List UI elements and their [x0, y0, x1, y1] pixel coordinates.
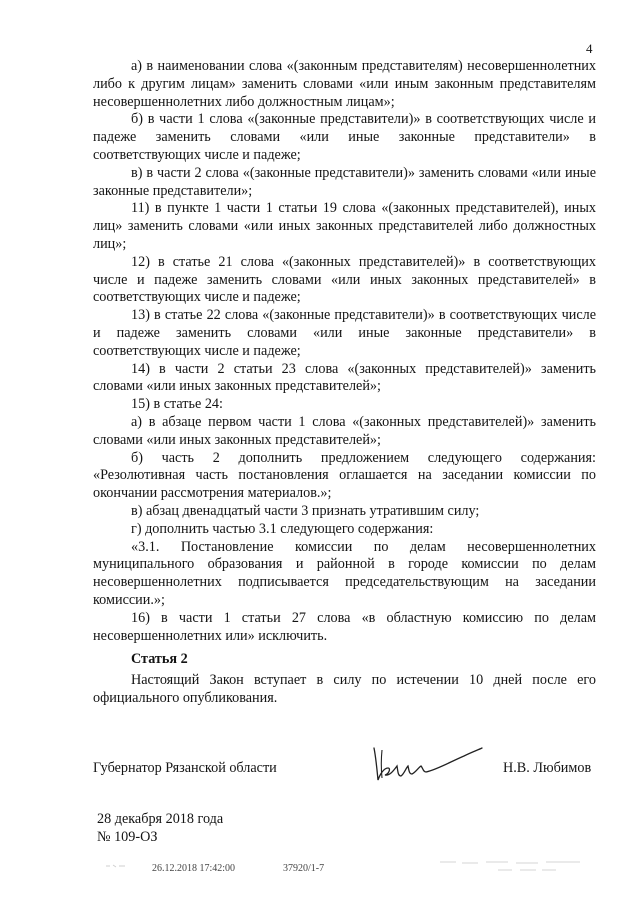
paragraph: в) в части 2 слова «(законные представители)» заменить словами «или иные законные представители»; [93, 164, 596, 199]
article-heading: Статья 2 [131, 651, 188, 667]
footer-doc-id: 37920/1-7 [283, 863, 325, 874]
governor-title: Губернатор Рязанской области [93, 760, 277, 776]
scan-artifact [105, 861, 127, 871]
paragraph: а) в наименовании слова «(законным представителям) несовершеннолетних либо к другим лицам» заменить словами «или иным законным представителям несовершеннолетних либо должностным лицам»; [93, 58, 596, 110]
footer-timestamp: 26.12.2018 17:42:00 [152, 863, 236, 874]
paragraph: 11) в пункте 1 части 1 статьи 19 слова «(законных представителей), иных лиц» заменить словами «или иных законных представителей либо должностных лиц»; [93, 200, 596, 252]
paragraph: г) дополнить частью 3.1 следующего содержания: [131, 520, 434, 537]
governor-name: Н.В. Любимов [503, 760, 592, 776]
paragraph: а) в абзаце первом части 1 слова «(законных представителей)» заменить словами «или иных законных представителей»; [93, 413, 596, 448]
paragraph: 15) в статье 24: [131, 396, 223, 413]
paragraph: б) часть 2 дополнить предложением следующего содержания: «Резолютивная часть постановления оглашается на заседании комиссии по окончании рассмотрения материалов.»; [93, 449, 596, 502]
signing-date: 28 декабря 2018 года [97, 811, 224, 827]
law-number: № 109-ОЗ [97, 829, 158, 845]
scan-artifact [438, 858, 583, 874]
paragraph: 14) в части 2 статьи 23 слова «(законных представителей)» заменить словами «или иных законных представителей»; [93, 360, 596, 395]
paragraph: б) в части 1 слова «(законные представители)» в соответствующих числе и падеже заменить словами «или иные законные представители» в соответствующих числе и падеже; [93, 111, 596, 163]
paragraph: 12) в статье 21 слова «(законных представителей)» в соответствующих числе и падеже заменить словами «или иных законных представителей» в соответствующих числе и падеже; [93, 253, 596, 306]
article-2 [93, 651, 596, 707]
amendments-list [93, 58, 596, 645]
article-text: Настоящий Закон вступает в силу по истечении 10 дней после его официального опубликования. [93, 671, 596, 706]
paragraph: в) абзац двенадцатый части 3 признать утратившим силу; [131, 502, 480, 519]
paragraph: «3.1. Постановление комиссии по делам несовершеннолетних муниципального образования и районной в городе комиссии по делам несовершеннолетних подписывается председательствующим на заседании комиссии.»; [93, 538, 596, 608]
page-number: 4 [586, 41, 593, 56]
paragraph: 13) в статье 22 слова «(законные представители)» в соответствующих числе и падеже заменить словами «или иные законные представители» в соответствующих числе и падеже; [93, 307, 596, 359]
paragraph: 16) в части 1 статьи 27 слова «в областную комиссию по делам несовершеннолетних или» исключить. [93, 609, 596, 644]
signature-image [368, 744, 488, 788]
